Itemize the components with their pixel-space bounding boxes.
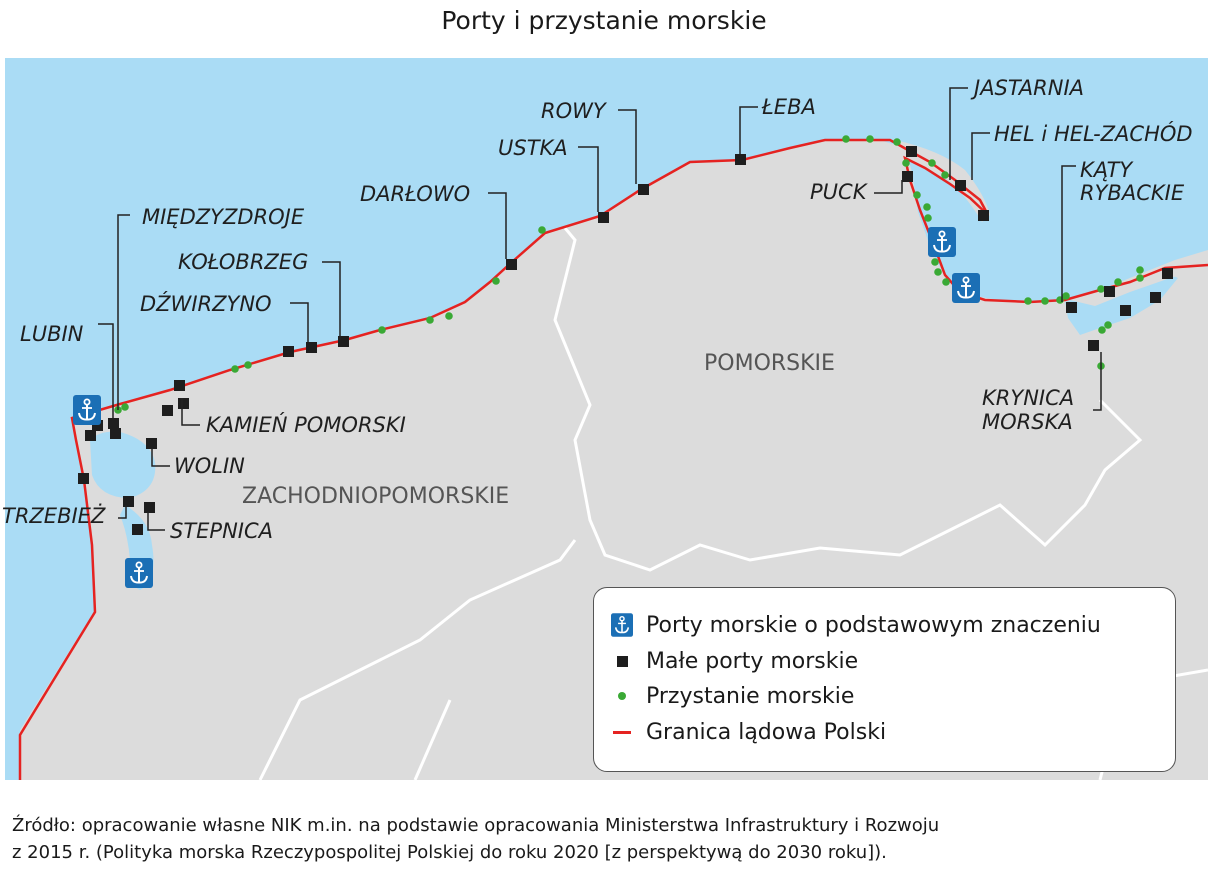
label-leba: ŁEBA [762,95,816,119]
label-dzwirzyno: DŹWIRZYNO [140,292,272,316]
anchor-icon [611,613,633,637]
label-kamien: KAMIEŃ POMORSKI [206,413,406,437]
legend-item-major-port [608,608,1101,642]
legend-label: Granica lądowa Polski [646,719,887,745]
label-miedzyzdroje: MIĘDZYZDROJE [142,205,305,229]
legend-item-marina [608,679,854,713]
legend-label: Małe porty morskie [646,648,859,674]
label-trzebiez: TRZEBIEŻ [2,504,106,528]
anchor-icon [928,227,956,257]
label-lubin: LUBIN [20,322,84,346]
region-pomorskie: POMORSKIE [704,351,835,376]
legend-item-border [608,715,886,749]
red-line-icon [613,731,631,734]
label-ustka: USTKA [498,136,568,160]
source-note [12,812,939,866]
label-krynica-line1: KRYNICA [982,386,1075,410]
source-line-1: Źródło: opracowanie własne NIK m.in. na podstawie opracowania Ministerstwa Infrastruktury i Rozwoju [12,815,940,836]
legend-item-small-port [608,644,858,678]
anchor-icon [125,558,153,588]
legend-label: Porty morskie o podstawowym znaczeniu [646,612,1101,638]
anchor-icon [952,273,980,303]
label-puck: PUCK [810,180,867,204]
label-katy-line1: KĄTY [1080,158,1133,182]
map-legend [593,587,1176,772]
region-zachodniopomorskie: ZACHODNIOPOMORSKIE [242,484,510,509]
anchor-icon [73,395,101,425]
source-line-2: z 2015 r. (Polityka morska Rzeczypospolitej Polskiej do roku 2020 [z perspektywą do 2030 roku]). [12,842,887,863]
map-title: Porty i przystanie morskie [441,6,767,35]
label-stepnica: STEPNICA [170,519,274,543]
label-wolin: WOLIN [174,454,245,478]
label-darlowo: DARŁOWO [360,182,471,206]
green-dot-icon [618,692,626,700]
label-rowy: ROWY [541,99,606,123]
legend-label: Przystanie morskie [646,683,855,709]
label-kolobrzeg: KOŁOBRZEG [178,250,309,274]
label-krynica-line2: MORSKA [982,410,1073,434]
label-hel: HEL i HEL-ZACHÓD [994,122,1193,146]
black-square-icon [617,656,628,667]
label-katy-line2: RYBACKIE [1080,181,1185,205]
label-jastarnia: JASTARNIA [974,76,1085,100]
